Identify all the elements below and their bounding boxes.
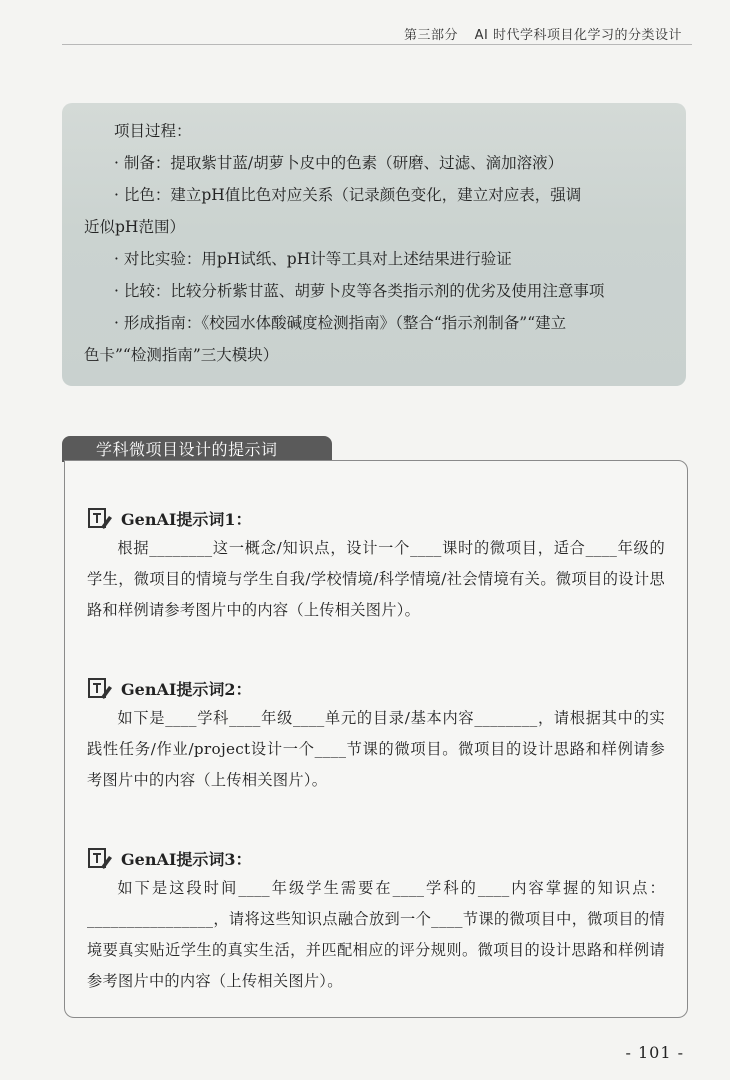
process-line-experiment: · 对比实验：用pH试纸、pH计等工具对上述结果进行验证 bbox=[114, 250, 512, 268]
prompt-block-3 bbox=[87, 843, 665, 997]
running-header bbox=[404, 24, 682, 43]
project-process-box bbox=[62, 103, 686, 386]
process-line-color-compare-cont: 近似pH范围） bbox=[84, 218, 185, 236]
prompt-title-2: GenAI提示词2： bbox=[121, 679, 252, 699]
page-number: - 101 - bbox=[625, 1043, 684, 1062]
prompt-title-3: GenAI提示词3： bbox=[121, 849, 252, 869]
prompt-heading-3 bbox=[87, 843, 665, 873]
prompt-text-1: 根据________这一概念/知识点，设计一个____课时的微项目，适合____年级的学生，微项目的情境与学生自我/学校情境/科学情境/社会情境有关。微项目的设计思路和样例请参考图片中的内容（上传相关图片）。 bbox=[87, 539, 665, 619]
header-divider bbox=[62, 44, 692, 45]
process-line-prepare: · 制备：提取紫甘蓝/胡萝卜皮中的色素（研磨、过滤、滴加溶液） bbox=[114, 154, 564, 172]
prompt-card bbox=[64, 460, 688, 1018]
prompt-block-1 bbox=[87, 503, 665, 626]
prompt-title-1: GenAI提示词1： bbox=[121, 509, 252, 529]
process-line-comparison: · 比较：比较分析紫甘蓝、胡萝卜皮等各类指示剂的优劣及使用注意事项 bbox=[114, 282, 605, 300]
section-tag: 学科微项目设计的提示词 bbox=[62, 436, 332, 462]
prompt-text-2: 如下是____学科____年级____单元的目录/基本内容________，请根据其中的实践性任务/作业/project设计一个____节课的微项目。微项目的设计思路和样例请参考图片中的内容（上传相关图片）。 bbox=[87, 709, 665, 789]
process-line-guide-cont: 色卡”“检测指南”三大模块） bbox=[84, 346, 279, 364]
process-line-guide: · 形成指南：《校园水体酸碱度检测指南》（整合“指示剂制备”“建立 bbox=[114, 314, 567, 332]
edit-document-icon bbox=[87, 677, 113, 699]
process-title: 项目过程： bbox=[114, 122, 192, 140]
prompt-text-3: 如下是这段时间____年级学生需要在____学科的____内容掌握的知识点：________________，请将这些知识点融合放到一个____节课的微项目中，微项目的情境要真实贴近学生的真实生活，并匹配相应的评分规则。微项目的设计思路和样例请参考图片中的内容（上传相关图片）。 bbox=[87, 879, 665, 990]
prompt-block-2 bbox=[87, 673, 665, 796]
edit-document-icon bbox=[87, 507, 113, 529]
header-title: AI 时代学科项目化学习的分类设计 bbox=[474, 28, 682, 43]
prompt-heading-2 bbox=[87, 673, 665, 703]
process-line-color-compare: · 比色：建立pH值比色对应关系（记录颜色变化，建立对应表，强调 bbox=[114, 186, 582, 204]
header-part: 第三部分 bbox=[403, 28, 458, 43]
edit-document-icon bbox=[87, 847, 113, 869]
prompt-heading-1 bbox=[87, 503, 665, 533]
